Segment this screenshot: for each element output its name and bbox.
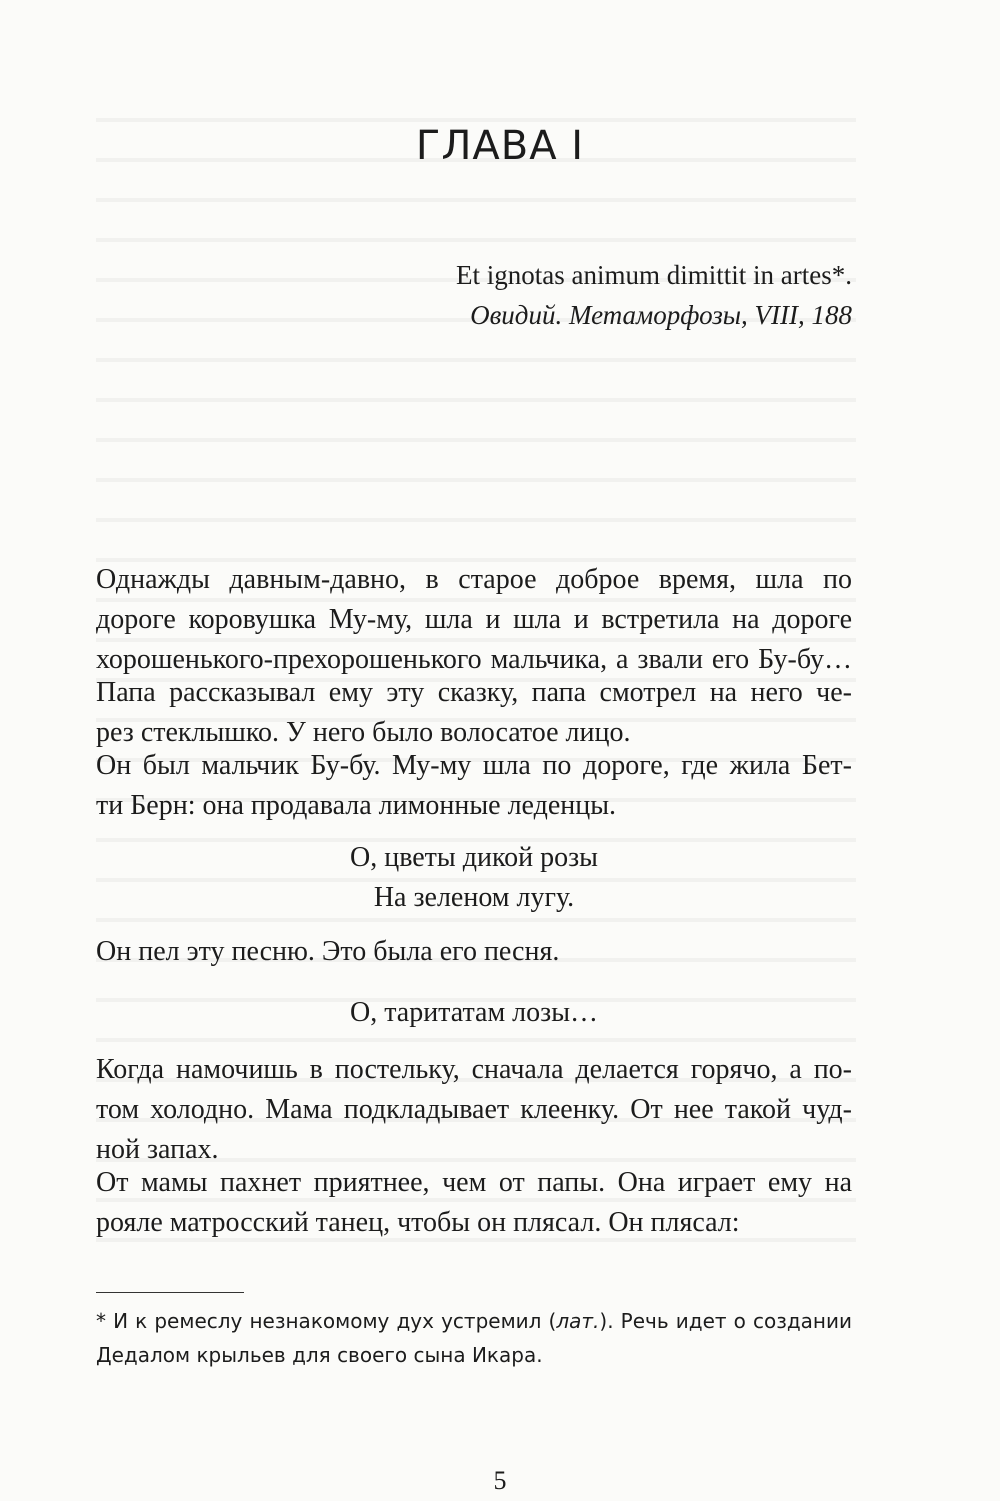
chapter-title: ГЛАВА I <box>415 123 585 169</box>
text-line: Когда намочишь в постельку, сначала делается горячо, а по- <box>96 1054 852 1085</box>
song-verse-2 <box>96 993 852 1033</box>
footnote-text-end: ). Речь идет о создании <box>599 1309 852 1333</box>
footnote-line-1 <box>96 1304 852 1338</box>
text-line: Однажды давным-давно, в старое доброе время, шла по <box>96 564 852 595</box>
footnote-text-start: * И к ремеслу незнакомому дух устремил ( <box>96 1309 557 1333</box>
paragraph-6 <box>96 1163 852 1243</box>
verse-line: О, таритатам лозы… <box>349 997 599 1028</box>
footnote-divider <box>96 1292 244 1293</box>
verse-line: О, цветы дикой розы <box>349 842 598 873</box>
text-line: рез стеклышко. У него было волосатое лицо. <box>96 717 631 748</box>
paragraph-1 <box>96 560 852 680</box>
text-line: рояле матросский танец, чтобы он плясал. Он плясал: <box>96 1207 740 1238</box>
paragraph-4 <box>96 932 852 972</box>
text-line: ти Берн: она продавала лимонные леденцы. <box>96 790 617 821</box>
paragraph-3 <box>96 746 852 826</box>
epigraph-attribution: Овидий. Метаморфозы, VIII, 188 <box>470 300 852 330</box>
song-verse-1 <box>96 838 852 918</box>
text-line: дороге коровушка Му-му, шла и шла и встретила на дороге <box>96 604 852 635</box>
footnote-line-2: Дедалом крыльев для своего сына Икара. <box>96 1343 543 1367</box>
epigraph-quote: Et ignotas animum dimittit in artes*. <box>456 260 852 290</box>
page-number: 5 <box>493 1466 507 1495</box>
text-line: От мамы пахнет приятнее, чем от папы. Она играет ему на <box>96 1167 852 1198</box>
footnote <box>96 1304 852 1372</box>
text-line: Он был мальчик Бу-бу. Му-му шла по дороге, где жила Бет- <box>96 750 852 781</box>
text-line: хорошенького-прехорошенького мальчика, а звали его Бу-бу… <box>96 644 852 675</box>
text-line: Папа рассказывал ему эту сказку, папа смотрел на него че- <box>96 677 852 708</box>
epigraph <box>456 255 852 335</box>
paragraph-5 <box>96 1050 852 1170</box>
text-line: ной запах. <box>96 1134 219 1165</box>
text-line: том холодно. Мама подкладывает клеенку. От нее такой чуд- <box>96 1094 852 1125</box>
paragraph-2 <box>96 673 852 753</box>
text-line: Он пел эту песню. Это была его песня. <box>96 936 560 967</box>
footnote-italic: лат. <box>556 1309 600 1333</box>
verse-line: На зеленом лугу. <box>373 882 575 913</box>
